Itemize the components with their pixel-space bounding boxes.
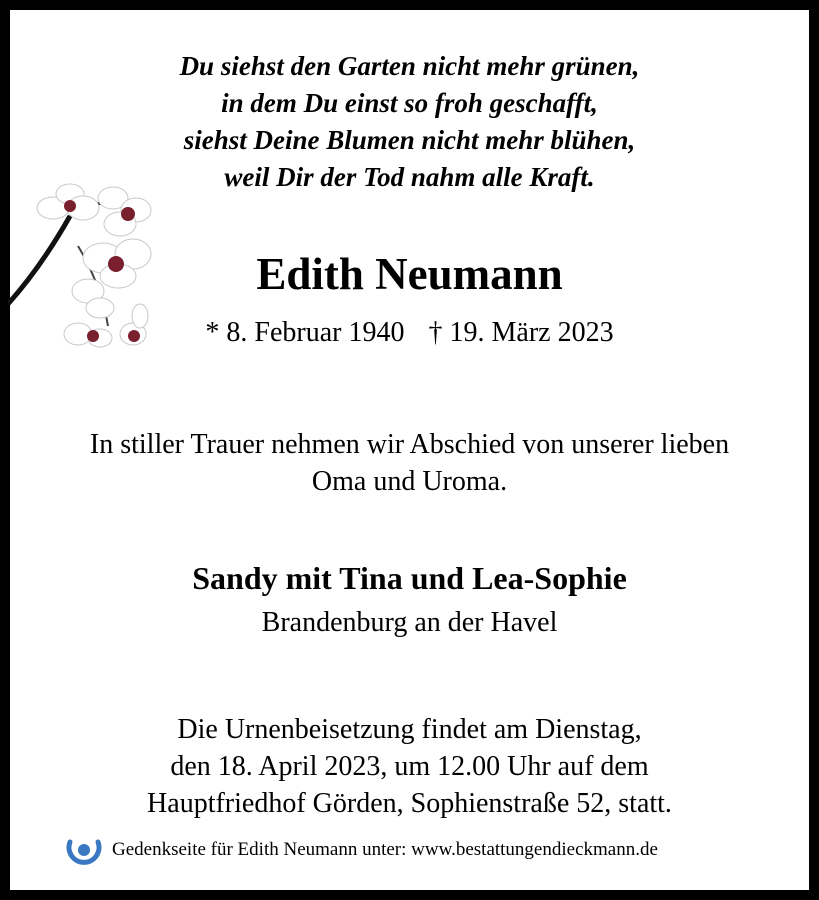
memorial-poem: [10, 48, 809, 196]
burial-line: Hauptfriedhof Görden, Sophienstraße 52, statt.: [147, 788, 672, 819]
burial-line: Die Urnenbeisetzung findet am Dienstag,: [177, 714, 642, 745]
mourning-line: Oma und Uroma.: [311, 466, 508, 497]
poem-line: weil Dir der Tod nahm alle Kraft.: [224, 162, 595, 192]
memorial-page-footer: [64, 830, 658, 870]
burial-line: den 18. April 2023, um 12.00 Uhr auf dem: [170, 751, 649, 782]
birth-date: * 8. Februar 1940: [205, 317, 405, 348]
poem-line: in dem Du einst so froh geschafft,: [221, 88, 598, 118]
obituary-notice: [10, 10, 809, 890]
family-city: Brandenburg an der Havel: [261, 607, 558, 638]
poem-line: siehst Deine Blumen nicht mehr blühen,: [183, 125, 636, 155]
mourning-text: [10, 426, 809, 500]
funeral-home-logo-icon: [64, 830, 104, 870]
deceased-name: Edith Neumann: [256, 249, 563, 299]
mourning-line: In stiller Trauer nehmen wir Abschied von unserer lieben: [89, 429, 730, 460]
memorial-page-link[interactable]: Gedenkseite für Edith Neumann unter: www.bestattungendieckmann.de: [112, 839, 658, 860]
burial-info: [10, 711, 809, 822]
poem-line: Du siehst den Garten nicht mehr grünen,: [179, 51, 640, 81]
family-names: Sandy mit Tina und Lea-Sophie: [192, 560, 627, 596]
death-date: † 19. März 2023: [428, 317, 614, 348]
life-dates: [10, 315, 809, 351]
